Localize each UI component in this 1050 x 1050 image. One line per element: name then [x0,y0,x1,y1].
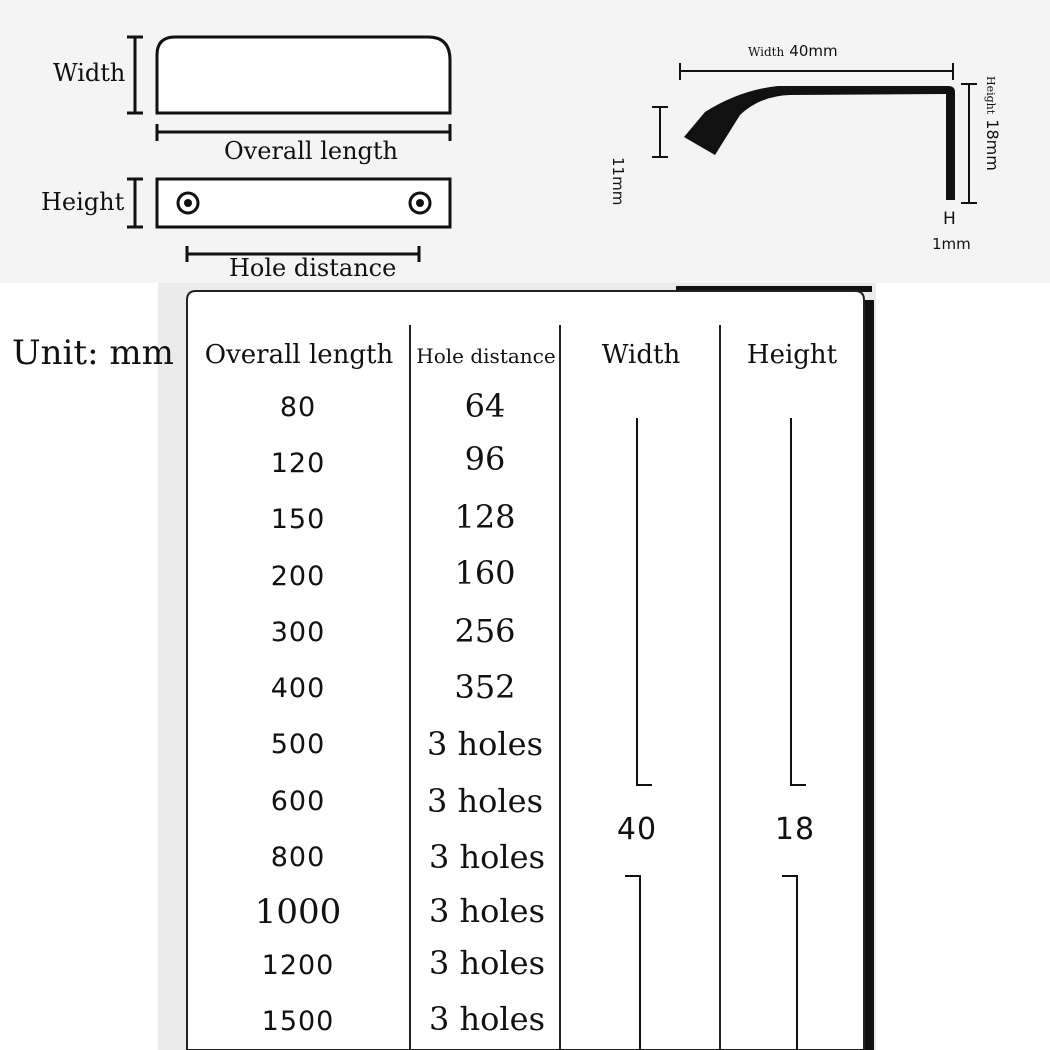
table-cell-length: 150 [270,504,326,535]
profile-left-height: 11mm [609,157,627,206]
profile-width-dimension: Width 40mm [748,42,838,60]
table-cell-length: 1000 [254,892,342,932]
table-cell-hole: 3 holes [429,1000,545,1038]
column-header-overall-length: Overall length [204,340,394,370]
hole-distance-label: Hole distance [229,254,397,282]
thickness-value: 1mm [932,235,971,253]
table-cell-hole: 3 holes [427,725,543,763]
column-header-height: Height [746,340,838,370]
table-cell-hole: 3 holes [429,838,545,876]
table-cell-hole: 3 holes [429,944,545,982]
width-label: Width [53,59,126,87]
table-cell-length: 300 [270,617,326,648]
overall-length-label: Overall length [224,137,398,165]
table-cell-hole: 3 holes [427,782,543,820]
table-cell-length: 1500 [261,1006,335,1037]
table-cell-hole: 352 [454,668,516,706]
table-cell-length: 600 [270,786,326,817]
column-header-hole-distance: Hole distance [416,344,556,368]
thickness-letter: H [943,209,956,229]
table-cell-length: 500 [270,729,326,760]
table-cell-hole: 128 [454,498,516,536]
table-cell-length: 800 [270,842,326,873]
column-header-width: Width [601,340,681,370]
table-cell-hole: 3 holes [429,892,545,930]
table-cell-length: 1200 [261,950,335,981]
table-cell-hole: 96 [464,440,506,478]
table-cell-length: 80 [279,392,317,423]
table-cell-hole: 160 [454,554,516,592]
unit-label: Unit: mm [12,333,174,373]
height-label: Height [41,188,125,216]
width-value: 40 [616,812,658,847]
table-cell-length: 400 [270,673,326,704]
table-cell-hole: 256 [454,612,516,650]
table-cell-hole: 64 [464,387,506,425]
profile-right-height: Height 18mm [983,76,1002,171]
height-value: 18 [774,812,816,847]
table-cell-length: 200 [270,561,326,592]
table-cell-length: 120 [270,448,326,479]
